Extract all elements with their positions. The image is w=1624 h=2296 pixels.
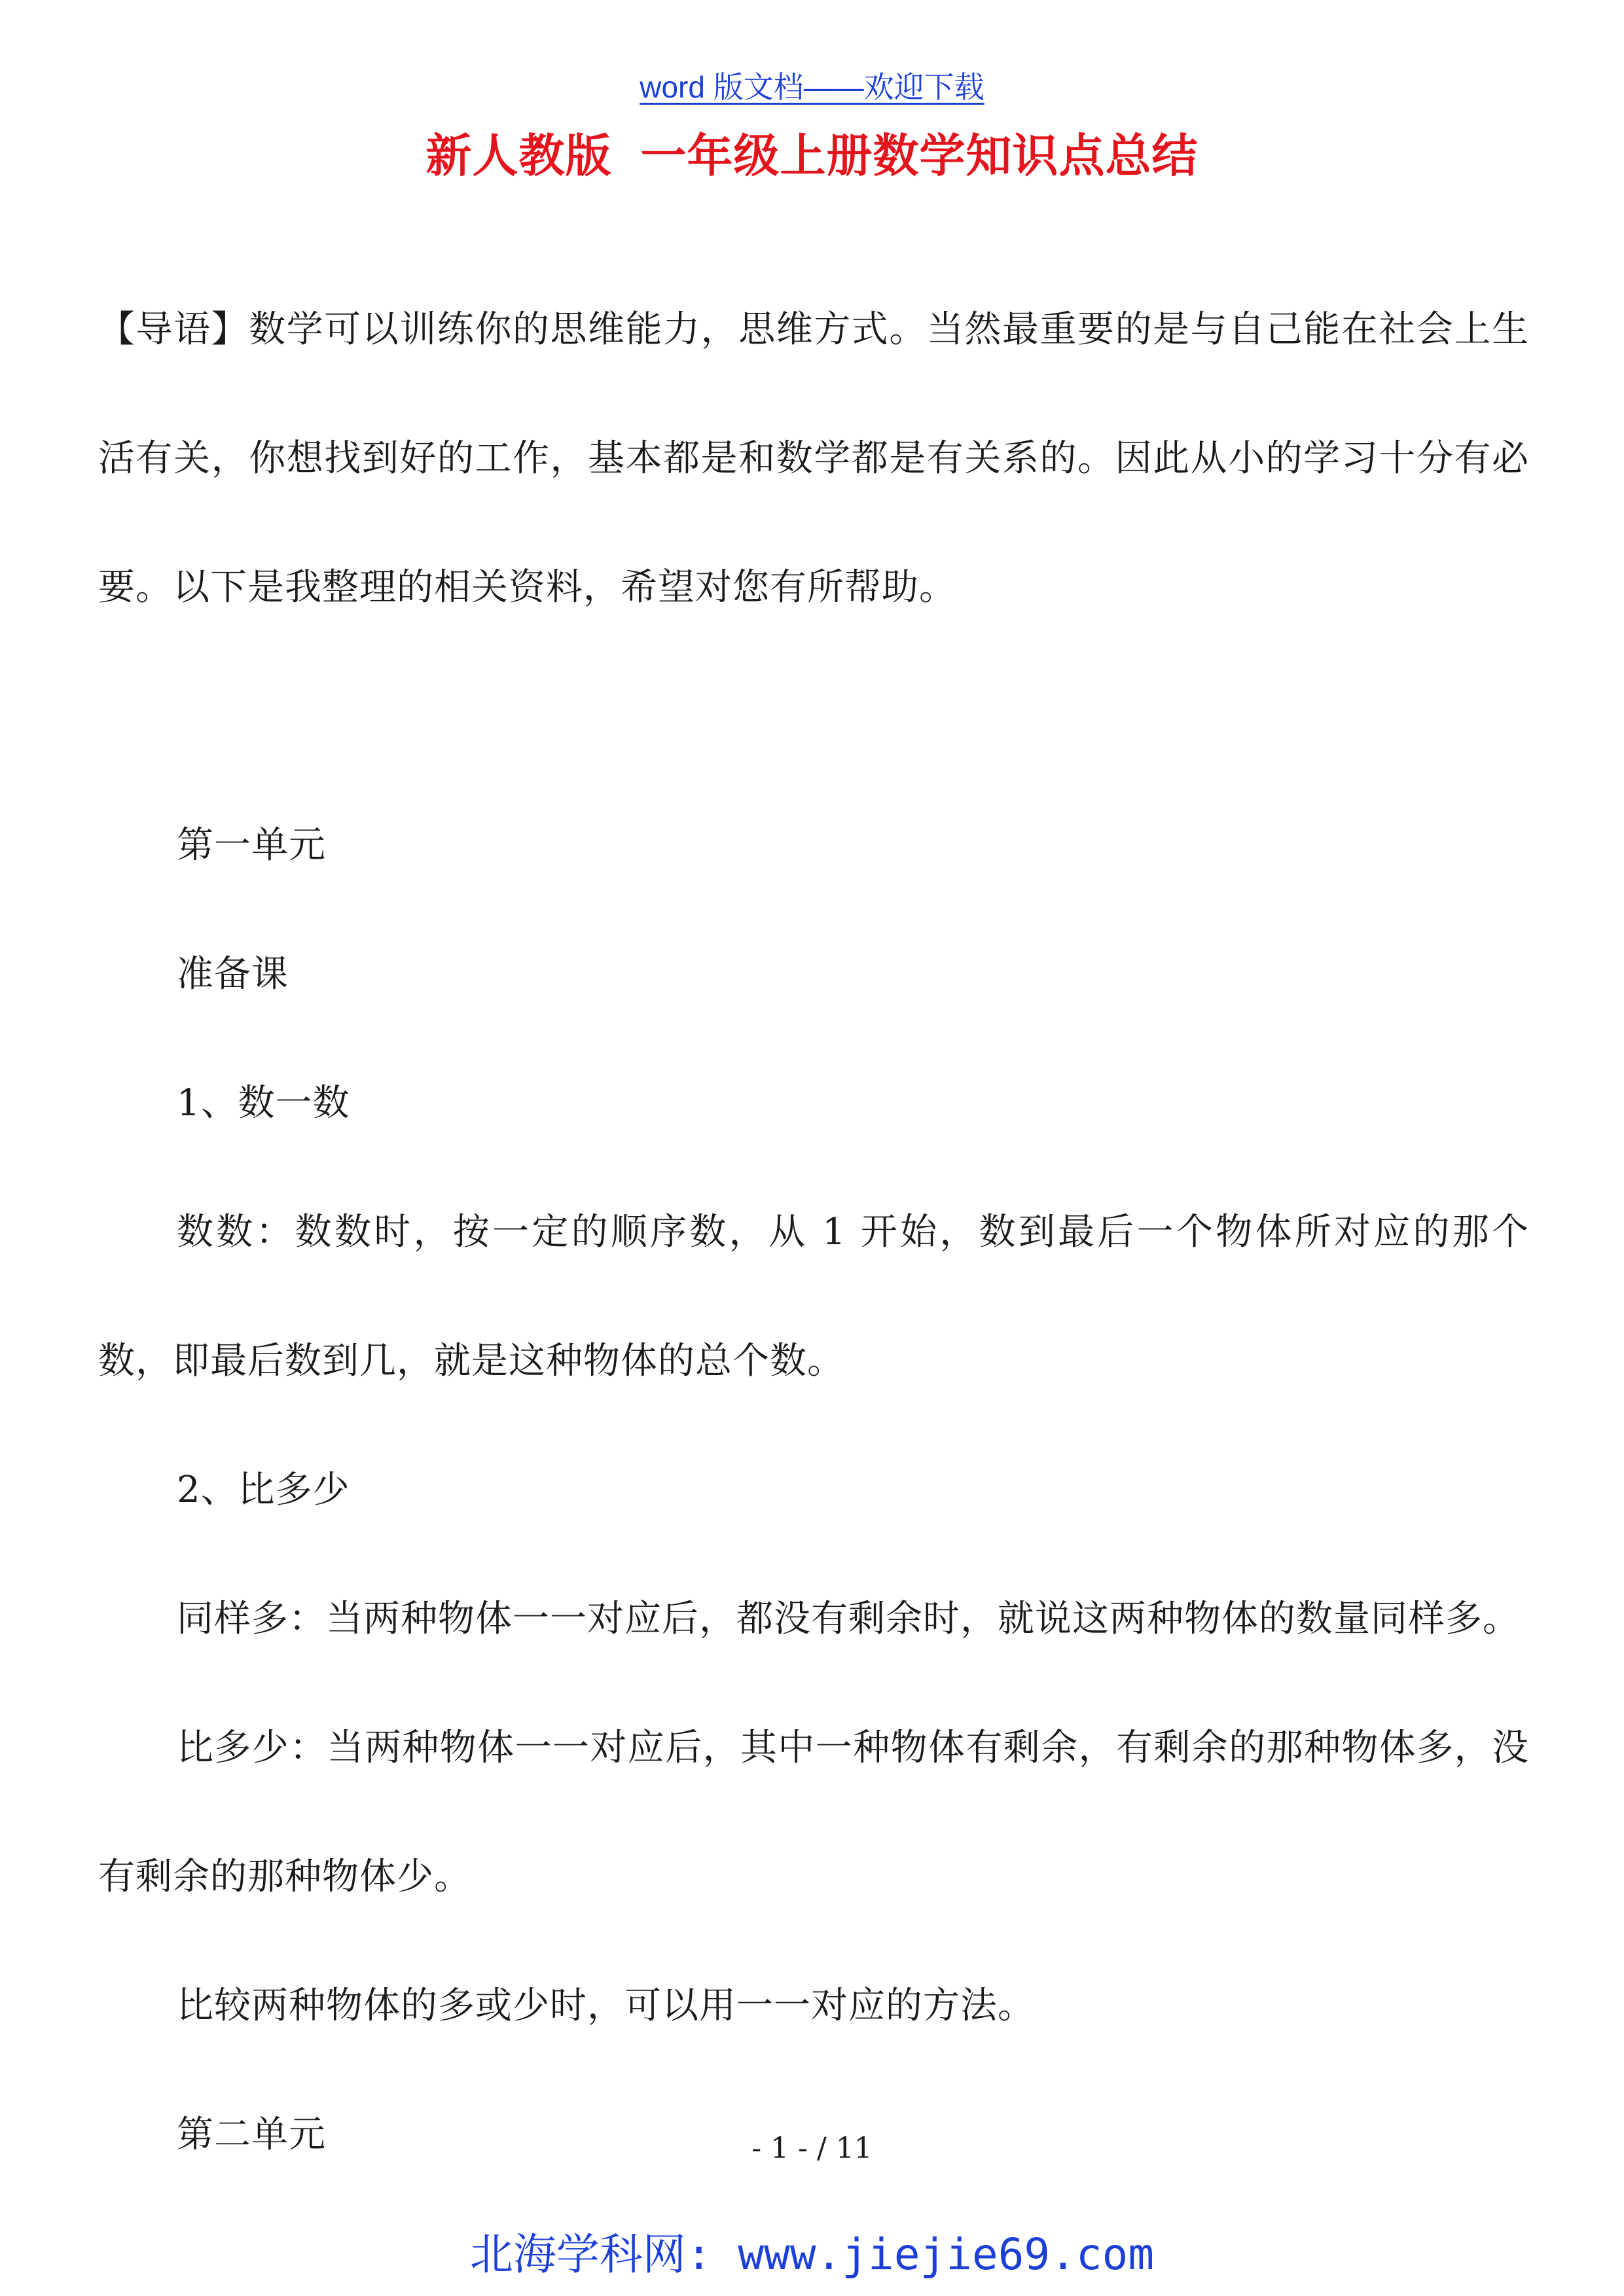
title-part-1: 新人教版	[425, 129, 612, 183]
topic-heading-count: 1、数一数	[177, 1082, 350, 1124]
intro-paragraph: 【导语】数学可以训练你的思维能力，思维方式。当然最重要的是与自己能在社会上生活有关，你想找到好的工作，基本都是和数学都是有关系的。因此从小的学习十分有必要。以下是我整理的相关资料，希望对您有所帮助。	[98, 308, 1529, 609]
unit-heading-1: 第一单元	[177, 824, 326, 867]
document-body	[98, 265, 1529, 2199]
topic-heading-compare: 2、比多少	[177, 1469, 350, 1511]
document-title	[0, 123, 1624, 188]
counting-paragraph: 数数：数数时，按一定的顺序数，从 1 开始，数到最后一个物体所对应的那个数，即最后数到几，就是这种物体的总个数。	[98, 1211, 1529, 1382]
unit-heading-2: 第二单元	[177, 2113, 326, 2156]
header-download-link[interactable]: word 版文档——欢迎下载	[640, 70, 984, 104]
comparison-method-paragraph: 比较两种物体的多或少时，可以用一一对应的方法。	[177, 1984, 1035, 2027]
title-part-2: 一年级上册数学知识点总结	[640, 129, 1199, 183]
lesson-heading-prep: 准备课	[177, 953, 289, 996]
section-spacer	[98, 652, 1529, 781]
footer-watermark: 北海学科网: www.jiejie69.com	[469, 2229, 1155, 2280]
more-less-paragraph: 比多少：当两种物体一一对应后，其中一种物体有剩余，有剩余的那种物体多，没有剩余的那种物体少。	[98, 1727, 1529, 1898]
same-amount-paragraph: 同样多：当两种物体一一对应后，都没有剩余时，就说这两种物体的数量同样多。	[177, 1598, 1520, 1640]
page-number: - 1 - / 11	[751, 2132, 873, 2165]
